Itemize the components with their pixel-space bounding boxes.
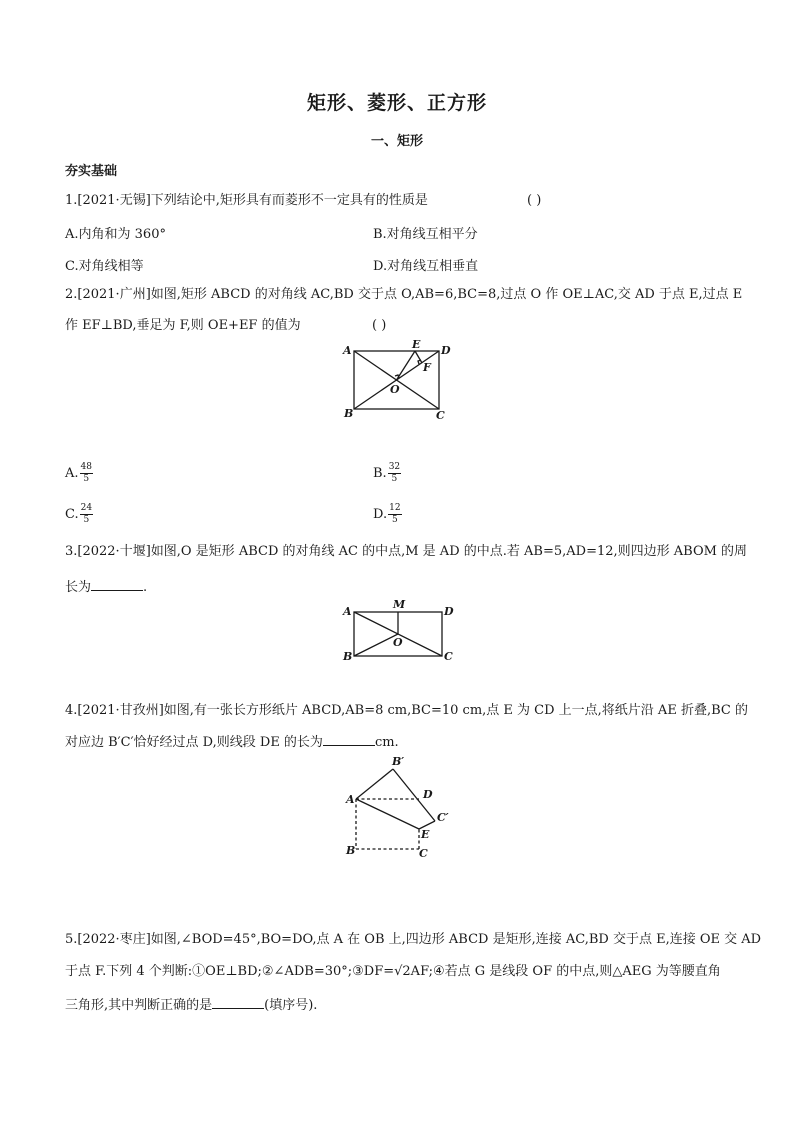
q3-text-line2-start: 长为: [65, 580, 92, 595]
q2-option-a-numerator: 48: [80, 462, 92, 472]
q3-label-d: D: [444, 605, 454, 618]
q1-answer-paren: ( ): [527, 193, 542, 208]
q4-label-e: E: [421, 828, 430, 841]
q4-label-b-prime: B′: [392, 755, 405, 768]
q3-label-a: A: [343, 605, 352, 618]
q4-label-d: D: [423, 788, 433, 801]
q1-option-b: B.对角线互相平分: [373, 227, 478, 242]
q2-right-angle-mark-o: [395, 375, 399, 378]
q3-text-line1: 3.[2022·十堰]如图,O 是矩形 ABCD 的对角线 AC 的中点,M 是 AD 的中点.若 AB=5,AD=12,则四边形 ABOM 的周: [65, 544, 748, 559]
q3-answer-blank[interactable]: [91, 578, 143, 591]
q1-text: 1.[2021·无锡]下列结论中,矩形具有而菱形不一定具有的性质是: [65, 193, 428, 208]
q2-option-d-numerator: 12: [389, 503, 401, 513]
q3-label-o: O: [393, 636, 403, 649]
q3-segment-bo: [354, 634, 398, 656]
q2-option-b-numerator: 32: [388, 462, 401, 472]
q4-fold-line-ae: [356, 799, 419, 829]
q2-option-c-label: C.: [65, 507, 79, 522]
page-title: 矩形、菱形、正方形: [306, 92, 487, 114]
q4-text-line1: 4.[2021·甘孜州]如图,有一张长方形纸片 ABCD,AB=8 cm,BC=10 cm,点 E 为 CD 上一点,将纸片沿 AE 折叠,BC 的: [65, 703, 748, 718]
q3-text-line2: [65, 578, 147, 597]
q1-option-c: C.对角线相等: [65, 259, 144, 274]
q4-label-b: B: [346, 844, 356, 857]
q5-text-line1: 5.[2022·枣庄]如图,∠BOD=45°,BO=DO,点 A 在 OB 上,四边形 ABCD 是矩形,连接 AC,BD 交于点 E,连接 OE 交 AD: [65, 932, 762, 947]
q2-option-a: [65, 462, 93, 485]
q5-text-line3: [65, 996, 317, 1015]
q2-option-a-denominator: 5: [83, 474, 90, 484]
q2-segment-oe: [397, 351, 416, 380]
q2-text-line1: 2.[2021·广州]如图,矩形 ABCD 的对角线 AC,BD 交于点 O,AB=6,BC=8,过点 O 作 OE⊥AC,交 AD 于点 E,过点 E: [65, 287, 743, 302]
q2-text-line2: 作 EF⊥BD,垂足为 F,则 OE+EF 的值为: [65, 318, 301, 333]
q4-label-c-prime: C′: [437, 811, 449, 824]
q2-figure: [340, 340, 460, 425]
q4-segment-ab1: [356, 769, 393, 799]
q2-label-f: F: [423, 361, 431, 374]
section-subtitle: 一、矩形: [370, 134, 423, 149]
q4-text-line2: [65, 733, 399, 752]
q2-option-b-fraction: [388, 462, 401, 485]
q2-option-d-denominator: 5: [391, 515, 398, 525]
q4-figure: [340, 755, 460, 865]
q4-label-a: A: [346, 793, 355, 806]
q2-option-b: [373, 462, 401, 485]
q5-text-line3-start: 三角形,其中判断正确的是: [65, 998, 213, 1013]
q2-option-b-label: B.: [373, 466, 387, 481]
q4-text-line2-end: cm.: [374, 735, 399, 750]
q2-label-b: B: [344, 407, 354, 420]
q2-option-c: [65, 503, 93, 526]
q2-option-d: [373, 503, 402, 526]
q4-label-c: C: [419, 847, 428, 860]
q5-text-line3-end: (填序号).: [264, 998, 318, 1013]
q2-option-d-fraction: [388, 503, 401, 526]
q2-label-e: E: [412, 338, 421, 351]
q2-label-o: O: [390, 383, 400, 396]
q3-label-m: M: [393, 598, 406, 611]
q2-option-a-label: A.: [65, 466, 79, 481]
q4-answer-blank[interactable]: [323, 733, 375, 746]
q2-label-d: D: [441, 344, 451, 357]
q2-option-d-label: D.: [373, 507, 388, 522]
q5-text-line2: 于点 F.下列 4 个判断:①OE⊥BD;②∠ADB=30°;③DF=√2AF;④若点 G 是线段 OF 的中点,则△AEG 为等腰直角: [65, 964, 721, 979]
q3-label-b: B: [343, 650, 353, 663]
q3-figure: [340, 598, 465, 666]
q4-text-line2-start: 对应边 B′C′恰好经过点 D,则线段 DE 的长为: [65, 735, 323, 750]
q2-label-a: A: [343, 344, 352, 357]
q5-answer-blank[interactable]: [212, 996, 264, 1009]
q1-option-a: A.内角和为 360°: [65, 227, 166, 242]
q2-option-c-numerator: 24: [80, 503, 93, 513]
q2-option-b-denominator: 5: [391, 474, 398, 484]
q2-option-c-fraction: [80, 503, 93, 526]
q2-label-c: C: [436, 409, 445, 422]
q3-text-line2-end: .: [143, 580, 148, 595]
q2-option-a-fraction: [80, 462, 93, 485]
q1-option-d: D.对角线互相垂直: [373, 259, 479, 274]
q3-label-c: C: [444, 650, 453, 663]
q2-answer-paren: ( ): [372, 318, 387, 333]
section-heading: 夯实基础: [65, 164, 118, 179]
q2-option-c-denominator: 5: [83, 515, 90, 525]
